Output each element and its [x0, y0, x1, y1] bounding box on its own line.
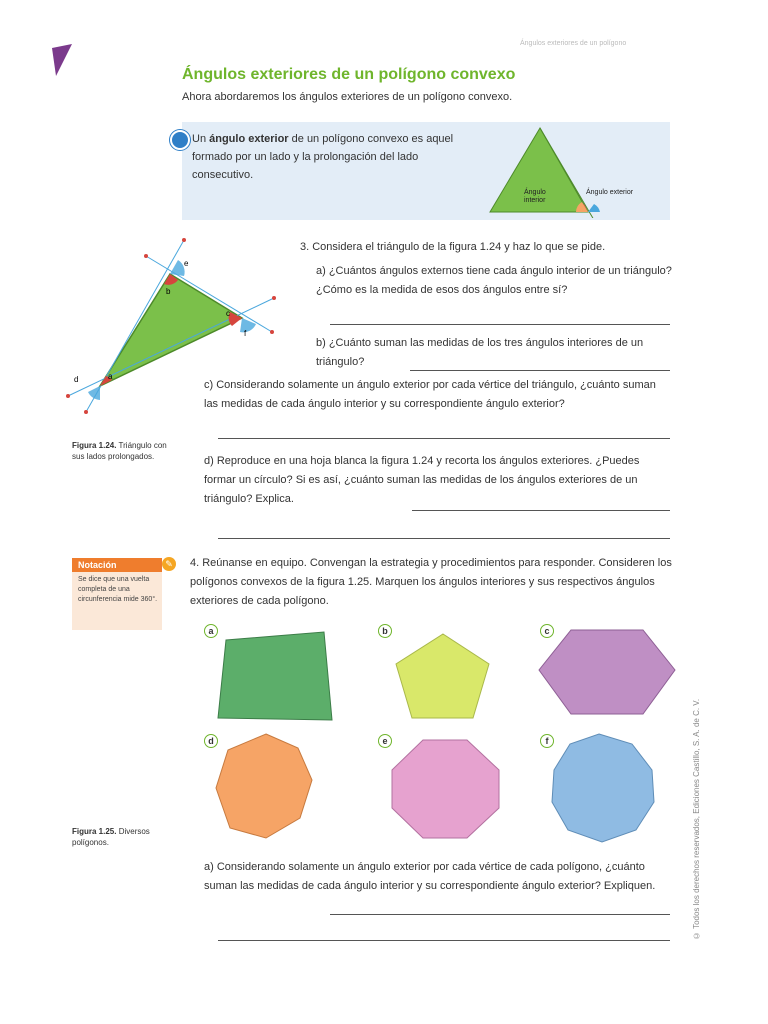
label-angulo-exterior: Ángulo exterior — [586, 189, 634, 196]
figure-1-25-caption: Figura 1.25. Diversos polígonos. — [72, 827, 150, 847]
q3-intro: 3. Considera el triángulo de la figura 1.24 y haz lo que se pide. — [300, 241, 606, 253]
fig124-label-b: b — [166, 287, 171, 296]
label-angulo-interior-2: interior — [524, 197, 546, 204]
shape-label-d: d — [204, 734, 218, 748]
polygon-d-heptagon — [216, 734, 312, 838]
shape-label-c: c — [540, 624, 554, 638]
q3-d: d) Reproduce en una hoja blanca la figura 1.24 y recorta los ángulos exteriores. ¿Puedes formar un círculo? Si es así, ¿cuánto suman las medidas de los ángulos exteriores de un triángulo? Explica. — [204, 455, 640, 505]
q3-b: b) ¿Cuánto suman las medidas de los tres ángulos interiores de un triángulo? — [316, 337, 644, 368]
figure-1-25-polygons — [200, 622, 680, 854]
polygon-e-octagon — [392, 740, 499, 838]
copyright-side-text: © Todos los derechos reservados, Ediciones Castillo, S. A. de C. V. — [692, 698, 701, 940]
running-header: Ángulos exteriores de un polígono — [520, 40, 627, 47]
definition-text: Un ángulo exterior de un polígono convexo es aquel formado por un lado y la prolongación del lado consecutivo. — [192, 133, 454, 181]
fig124-label-e: e — [184, 259, 189, 268]
definition-term: ángulo exterior — [209, 133, 289, 145]
polygon-a-quadrilateral — [218, 632, 332, 720]
polygon-b-pentagon — [396, 634, 489, 718]
label-angulo-interior-1: Ángulo — [524, 189, 546, 196]
notation-text: Se dice que una vuelta completa de una circunferencia mide 360°. — [78, 576, 158, 603]
q3-a: a) ¿Cuántos ángulos externos tiene cada ángulo interior de un triángulo? ¿Cómo es la medida de esos dos ángulos entre sí? — [316, 265, 672, 296]
notation-title: Notación — [72, 558, 162, 572]
bullet-icon — [170, 130, 190, 150]
q3-c-answer-line[interactable] — [218, 438, 670, 439]
fig124-label-f: f — [244, 329, 247, 338]
q4-a-answer-line-2[interactable] — [218, 940, 670, 941]
shape-label-e: e — [378, 734, 392, 748]
shape-label-a: a — [204, 624, 218, 638]
notation-icon: ✎ — [162, 557, 176, 571]
figure-1-24-caption: Figura 1.24. Triángulo con sus lados prolongados. — [72, 441, 167, 461]
q4-a-answer-line-1[interactable] — [330, 914, 670, 915]
section-intro: Ahora abordaremos los ángulos exteriores de un polígono convexo. — [182, 91, 513, 103]
q3-c: c) Considerando solamente un ángulo exterior por cada vértice del triángulo, ¿cuánto suman las medidas de cada ángulo interior y su correspondiente ángulo exterior? — [204, 379, 656, 410]
q4-a: a) Considerando solamente un ángulo exterior por cada vértice de cada polígono, ¿cuánto suman las medidas de cada ángulo interior y su correspondiente ángulo exterior? Expliquen. — [204, 861, 656, 892]
definition-triangle-figure — [478, 126, 663, 218]
shape-label-b: b — [378, 624, 392, 638]
fig124-label-d: d — [74, 375, 79, 384]
section-title: Ángulos exteriores de un polígono convexo — [182, 66, 516, 83]
shape-label-f: f — [540, 734, 554, 748]
q3-d-answer-line-1[interactable] — [412, 510, 670, 511]
fig124-label-c: c — [226, 309, 230, 318]
q3-a-answer-line[interactable] — [330, 324, 670, 325]
fig124-label-a: a — [108, 372, 113, 381]
polygon-c-hexagon — [539, 630, 675, 714]
q3-b-answer-line[interactable] — [410, 370, 670, 371]
q3-d-answer-line-2[interactable] — [218, 538, 670, 539]
q4-intro: 4. Reúnanse en equipo. Convengan la estrategia y procedimientos para responder. Consideren los polígonos convexos de la figura 1.25. Marquen los ángulos interiores y sus respectivos ángulos exteriores de cada polígono. — [190, 557, 672, 607]
polygon-f-nonagon — [552, 734, 654, 842]
corner-decoration — [0, 0, 80, 80]
